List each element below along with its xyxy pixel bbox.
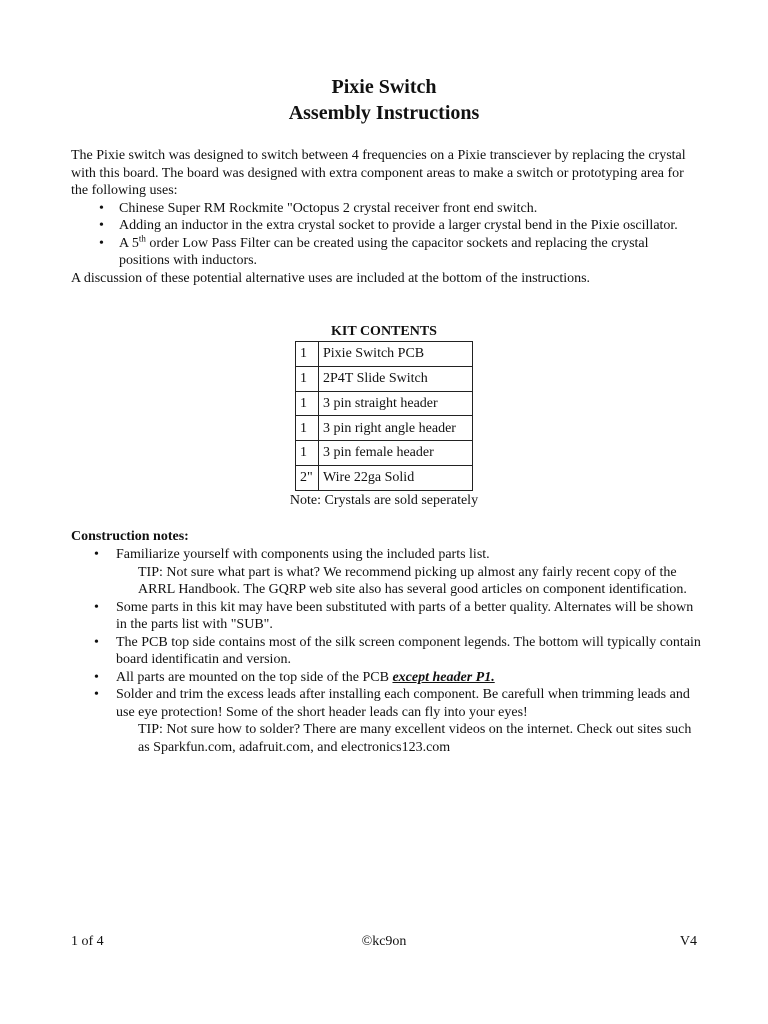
- kit-item-cell: Pixie Switch PCB: [319, 342, 473, 367]
- bullet-icon: •: [99, 200, 104, 216]
- construction-bullet-text: Familiarize yourself with components using the included parts list.: [116, 547, 490, 562]
- bullet-icon: •: [94, 599, 99, 615]
- intro-bullet-text: Adding an inductor in the extra crystal socket to provide a larger crystal bend in the Pixie oscillator.: [119, 218, 678, 233]
- intro-paragraph: The Pixie switch was designed to switch between 4 frequencies on a Pixie transciever by replacing the crystal with this board. The board was designed with extra component areas to make a switch or prototyping area for the following uses:: [71, 148, 686, 198]
- bullet-icon: •: [94, 687, 99, 702]
- construction-heading: Construction notes:: [71, 529, 189, 544]
- kit-contents-table: [295, 341, 473, 491]
- construction-bullet-item: [71, 546, 701, 599]
- intro-bullet-list: [71, 200, 701, 270]
- construction-bullet-item: [71, 634, 701, 669]
- footer-page-number: 1 of 4: [71, 934, 104, 949]
- footer-copyright: ©kc9on: [361, 934, 407, 949]
- construction-bullet-text: Solder and trim the excess leads after installing each component. Be carefull when trimming leads and use eye protection! Some of the short header leads can fly into your eyes!: [116, 687, 690, 720]
- kit-item-cell: Wire 22ga Solid: [319, 465, 473, 490]
- intro-bullet-item: [71, 200, 701, 218]
- kit-qty-cell: 2": [296, 465, 319, 490]
- kit-item-cell: 2P4T Slide Switch: [319, 366, 473, 391]
- bullet-icon: •: [99, 218, 104, 233]
- construction-bullet-item: [71, 599, 701, 634]
- bullet-icon: •: [94, 634, 99, 650]
- construction-bullet-text: All parts are mounted on the top side of the PCB: [116, 669, 393, 685]
- emphasis-text: except header P1.: [392, 669, 495, 685]
- kit-qty-cell: 1: [296, 416, 319, 441]
- intro-bullet-text: Chinese Super RM Rockmite "Octopus 2 crystal receiver front end switch.: [119, 200, 538, 216]
- kit-contents-heading: KIT CONTENTS: [331, 324, 437, 339]
- construction-bullet-item: [71, 686, 701, 756]
- intro-closing: A discussion of these potential alternative uses are included at the bottom of the instructions.: [71, 270, 591, 286]
- kit-qty-cell: 1: [296, 342, 319, 367]
- kit-row: [296, 441, 473, 466]
- bullet-icon: •: [94, 547, 99, 562]
- intro-bullet-text-post: order Low Pass Filter can be created using the capacitor sockets and replacing the crystal positions with inductors.: [119, 235, 649, 268]
- construction-section: [71, 546, 701, 756]
- kit-note: Note: Crystals are sold seperately: [289, 493, 479, 508]
- bullet-icon: •: [99, 235, 104, 251]
- construction-bullet-text: Some parts in this kit may have been substituted with parts of a better quality. Alternates will be shown in the parts list with "SUB".: [116, 599, 694, 632]
- kit-item-cell: 3 pin female header: [319, 441, 473, 466]
- intro-section: [71, 147, 701, 287]
- intro-bullet-text-pre: A 5: [119, 235, 139, 251]
- kit-qty-cell: 1: [296, 366, 319, 391]
- title-line-2: Assembly Instructions: [288, 102, 480, 124]
- intro-bullet-item: [71, 217, 701, 235]
- bullet-icon: •: [94, 669, 99, 685]
- intro-bullet-item: [71, 232, 701, 270]
- title-line-1: Pixie Switch: [331, 76, 437, 98]
- construction-bullet-item: [71, 669, 701, 687]
- kit-qty-cell: 1: [296, 441, 319, 466]
- construction-tip: TIP: Not sure how to solder? There are many excellent videos on the internet. Check out sites such as Sparkfun.com, adafruit.com, and electronics123.com: [138, 722, 692, 755]
- kit-row: [296, 416, 473, 441]
- kit-row: [296, 366, 473, 391]
- footer-version: V4: [679, 934, 697, 949]
- intro-bullet-superscript: th: [138, 232, 146, 243]
- construction-bullet-list: [71, 546, 701, 756]
- kit-row: [296, 391, 473, 416]
- kit-item-cell: 3 pin straight header: [319, 391, 473, 416]
- kit-item-cell: 3 pin right angle header: [319, 416, 473, 441]
- construction-tip: TIP: Not sure what part is what? We recommend picking up almost any fairly recent copy of the ARRL Handbook. The GQRP web site also has several good articles on component identification.: [138, 564, 687, 597]
- kit-table-body: [296, 342, 473, 491]
- kit-qty-cell: 1: [296, 391, 319, 416]
- kit-row: [296, 342, 473, 367]
- construction-bullet-text: The PCB top side contains most of the silk screen component legends. The bottom will typically contain board identificatin and version.: [116, 634, 701, 667]
- kit-row: [296, 465, 473, 490]
